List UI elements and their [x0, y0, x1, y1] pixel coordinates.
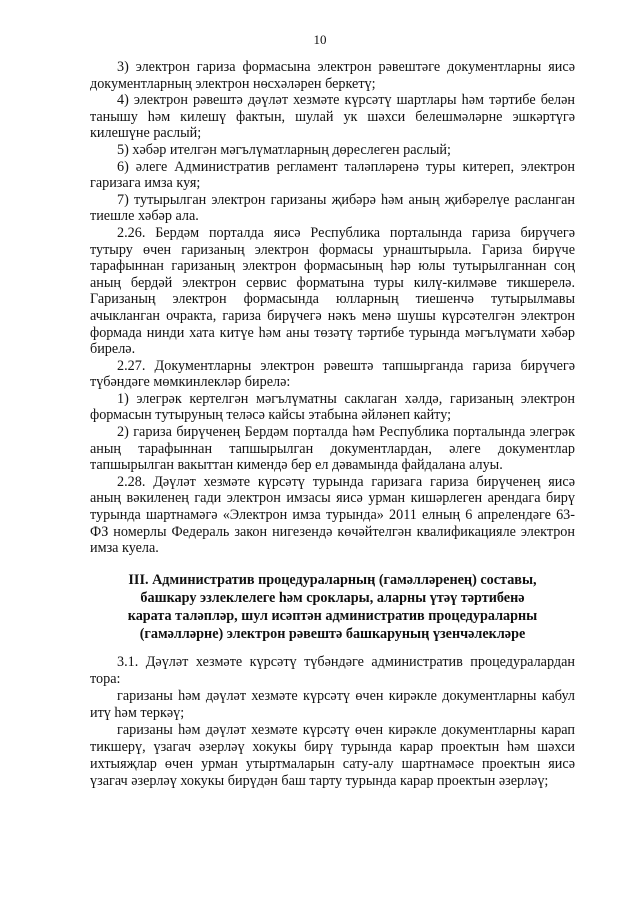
paragraph-3-1-item-1: гаризаны һәм дәүләт хезмәте күрсәтү өчен кирәкле документларны кабул итү һәм теркәү; — [90, 687, 575, 721]
section-heading-line: (гамәлләрне) электрон рәвештә башкаруның үзенчәлекләре — [139, 625, 526, 642]
top-paragraphs — [90, 59, 575, 557]
bottom-paragraphs — [90, 654, 575, 790]
paragraph-item-4: 4) электрон рәвештә дәүләт хезмәте күрсәтү шартлары һәм тәртибе белән танышу һәм килешү фактын, шулай ук шәхси белешмәләрне эшкәртүгә килешүне раслый; — [90, 92, 575, 142]
paragraph-3-1: 3.1. Дәүләт хезмәте күрсәтү түбәндәге административ процедуралардан тора: — [90, 653, 575, 687]
paragraph-2-27: 2.27. Документларны электрон рәвештә тапшырганда гариза бирүчегә түбәндәге мөмкинлекләр бирелә: — [90, 357, 575, 391]
paragraph-2-26: 2.26. Бердәм порталда яисә Республика порталында гариза бирүчегә тутыру өчен гаризаның электрон формасы урнаштырыла. Гариза бирүче тарафыннан гаризаның электрон формасының һәр юлы тутырылганнан соң аның бердәй электрон сервис форматына туры килү-килмәве тикшерелә. Гаризаның электрон формасында юлларның тиешенчә тутырылмавы ачыкланган очракта, гариза бирүчегә нәкъ менә шушы күрсәтелгән электрон формада нинди хата китүе һәм аны төзәтү тәртибе турында мәгълүмати хәбәр бирелә. — [90, 224, 575, 358]
document-body — [90, 59, 575, 790]
paragraph-2-27-item-1: 1) элегрәк кертелгән мәгълүматны саклаган хәлдә, гаризаның электрон формасын тутыруның теләсә кайсы этабына әйләнеп кайту; — [90, 390, 575, 424]
paragraph-3-1-item-2: гаризаны һәм дәүләт хезмәте күрсәтү өчен кирәкле документларны карап тикшерү, үзагач әзерләү хокукы бирү турында карар проектын һәм шәхси ихтыяҗлар өчен урман утыртмаларын сату-алу шартнамәсе проектын яисә үзагач әзерләү хокукы бирүдән баш тарту турында карар проектын әзерләү; — [90, 721, 575, 789]
page-number: 10 — [313, 32, 327, 47]
paragraph-item-6: 6) әлеге Административ регламент таләпләренә туры китереп, электрон гаризага имза куя; — [90, 158, 575, 192]
paragraph-item-5: 5) хәбәр ителгән мәгълүматларның дөреслеген раслый; — [117, 141, 451, 158]
paragraph-2-27-item-2: 2) гариза бирүченең Бердәм порталда һәм Республика порталында элегрәк аның тарафыннан тапшырылган документлардан, әлеге документлар тапшырылган вакыттан кимендә бер ел дәвамында файдалана алуы. — [90, 424, 575, 474]
section-heading-line: башкару эзлеклелеге һәм сроклары, аларны үтәү тәртибенә — [140, 589, 525, 606]
section-heading-line: карата таләпләр, шул исәптән административ процедураларны — [127, 607, 538, 624]
section-heading — [90, 571, 575, 643]
paragraph-2-28: 2.28. Дәүләт хезмәте күрсәтү турында гаризага гариза бирүченең яисә аның вәкиленең гади электрон имзасы яисә урман кишәрлеген арендага бирү турында шартнамәгә «Электрон имза турында» 2011 елның 6 апрелендәге 63-ФЗ номерлы Федераль закон нигезендә көчәйтелгән квалификацияле электрон имза куела. — [90, 473, 575, 557]
paragraph-item-3: 3) электрон гариза формасына электрон рәвештәге документларны яисә документларның электрон нөсхәләрен беркетү; — [90, 59, 575, 92]
paragraph-item-7: 7) тутырылган электрон гаризаны җибәрә һәм аның җибәрелүе расланган тиешле хәбәр ала. — [90, 191, 575, 225]
section-heading-line: III. Административ процедураларның (гамәлләренең) составы, — [128, 571, 537, 588]
